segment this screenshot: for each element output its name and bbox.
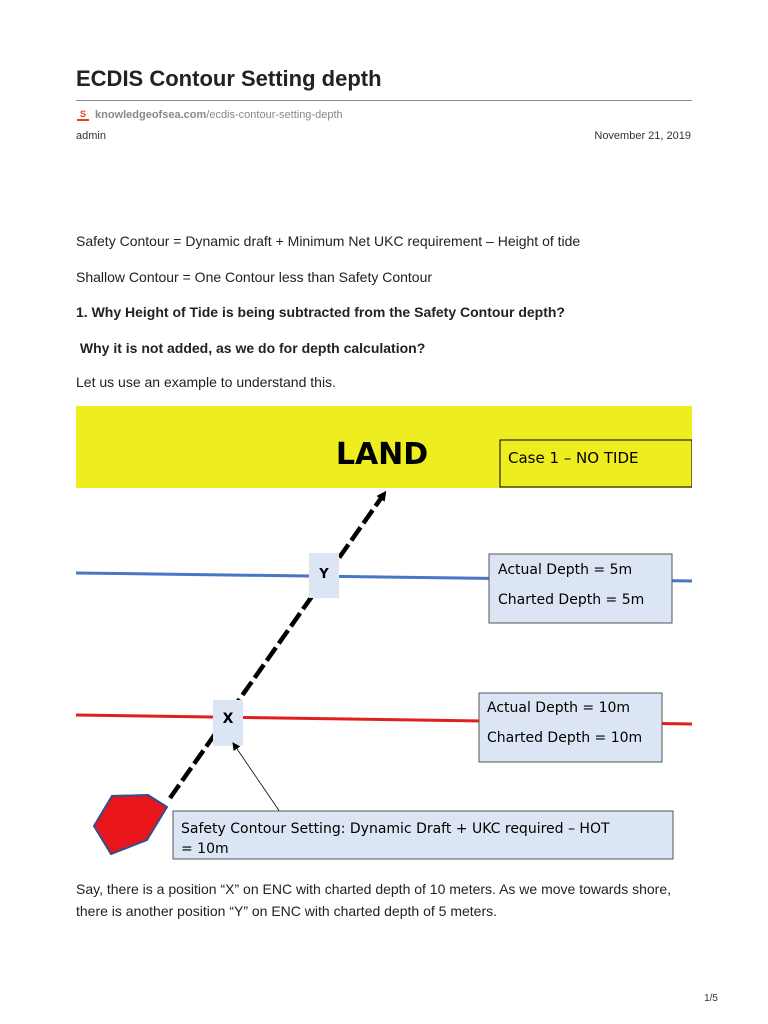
publish-date: November 21, 2019 <box>594 130 691 142</box>
safety-setting-line1: Safety Contour Setting: Dynamic Draft + UKC required – HOT <box>181 821 610 837</box>
land-label: LAND <box>335 437 429 472</box>
title-divider <box>76 100 692 101</box>
ship-track-arrow <box>170 494 384 798</box>
source-path: /ecdis-contour-setting-depth <box>206 109 343 121</box>
formula-shallow-contour: Shallow Contour = One Contour less than Safety Contour <box>76 269 433 285</box>
intro-sentence: Let us use an example to understand this. <box>76 374 336 390</box>
callout-pointer <box>233 743 280 812</box>
page-title: ECDIS Contour Setting depth <box>76 66 382 91</box>
site-favicon-icon <box>76 108 90 122</box>
page-number: 1/5 <box>704 993 718 1004</box>
example-paragraph: Say, there is a position “X” on ENC with charted depth of 10 meters. As we move towards shore, there is another position “Y” on ENC with charted depth of 5 meters. <box>76 881 672 919</box>
contour-diagram <box>76 406 692 866</box>
case-label: Case 1 – NO TIDE <box>508 449 639 467</box>
question-heading-2: Why it is not added, as we do for depth calculation? <box>76 340 426 356</box>
y-charted-depth: Charted Depth = 5m <box>498 592 645 608</box>
safety-setting-line2: = 10m <box>181 841 229 857</box>
x-actual-depth: Actual Depth = 10m <box>487 700 631 716</box>
point-y-label: Y <box>319 567 329 582</box>
point-x-label: X <box>222 711 234 727</box>
formula-safety-contour: Safety Contour = Dynamic draft + Minimum Net UKC requirement – Height of tide <box>76 233 581 249</box>
question-heading-1: 1. Why Height of Tide is being subtracted from the Safety Contour depth? <box>76 304 565 320</box>
source-domain: knowledgeofsea.com <box>95 109 207 121</box>
x-charted-depth: Charted Depth = 10m <box>487 730 643 746</box>
svg-text:S: S <box>79 109 87 119</box>
y-actual-depth: Actual Depth = 5m <box>498 562 633 578</box>
author: admin <box>76 130 106 142</box>
ship-icon <box>94 795 167 854</box>
source-link[interactable] <box>76 107 343 123</box>
